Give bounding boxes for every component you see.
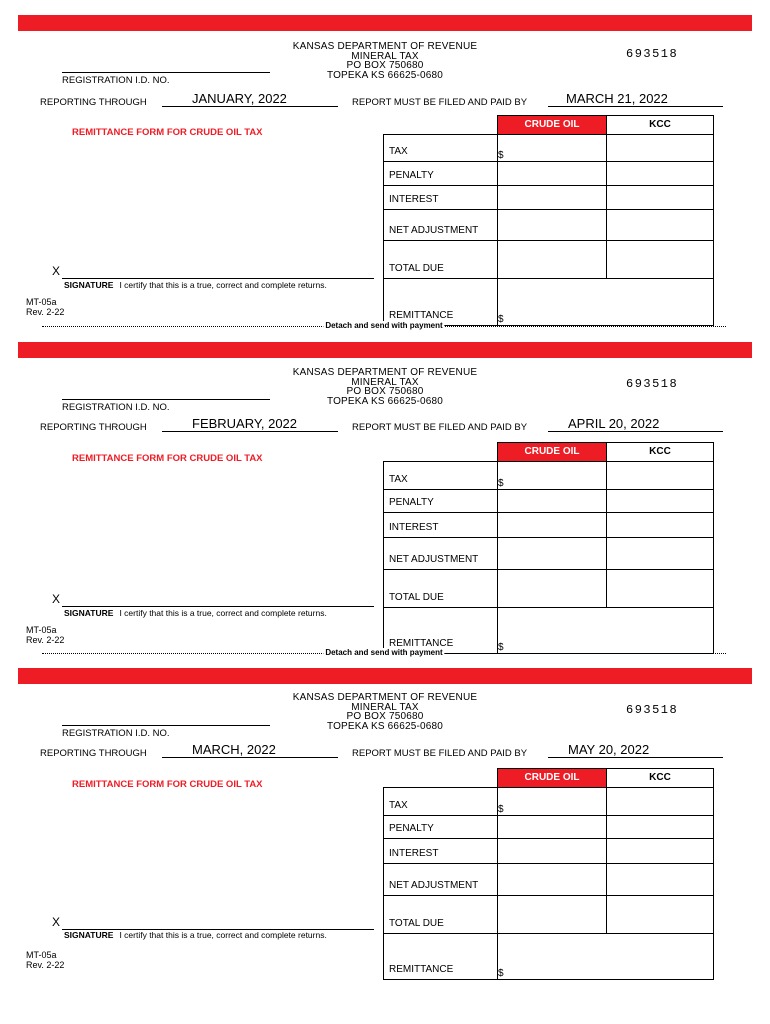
due-date-value: MARCH 21, 2022 [566,91,668,106]
header-red-bar [18,342,752,358]
form-number: 693518 [626,703,679,717]
form-title: REMITTANCE FORM FOR CRUDE OIL TAX [72,453,263,464]
table-row [384,933,714,979]
registration-id-label: REGISTRATION I.D. NO. [62,728,170,739]
registration-id-label: REGISTRATION I.D. NO. [62,75,170,86]
interest-row-label: INTEREST [384,512,498,537]
total-due-kcc-field[interactable] [607,569,714,607]
kcc-column-header: KCC [607,116,714,135]
reporting-through-label: REPORTING THROUGH [40,97,147,108]
registration-id-label: REGISTRATION I.D. NO. [62,402,170,413]
total-due-kcc-field[interactable] [607,895,714,933]
crude-oil-column-header: CRUDE OIL [498,769,607,788]
signature-certification: SIGNATURE I certify that this is a true, correct and complete returns. [64,930,327,940]
crude-oil-column-header: CRUDE OIL [498,116,607,135]
form-revision: MT-05a Rev. 2-22 [26,950,65,970]
tax-crude-oil-field[interactable]: $ [498,461,607,489]
interest-row-label: INTEREST [384,185,498,209]
remittance-row-label: REMITTANCE [384,607,498,653]
form-revision: MT-05a Rev. 2-22 [26,625,65,645]
tax-kcc-field[interactable] [607,134,714,161]
remittance-field[interactable]: $ [498,278,714,325]
header-red-bar [18,668,752,684]
penalty-row-label: PENALTY [384,489,498,512]
remittance-field[interactable]: $ [498,607,714,653]
table-row [384,278,714,325]
table-row [384,209,714,240]
remittance-field[interactable]: $ [498,933,714,979]
net-adjustment-kcc-field[interactable] [607,209,714,240]
table-row [384,461,714,489]
signature-x-mark: X [52,264,61,278]
interest-kcc-field[interactable] [607,838,714,863]
tax-row-label: TAX [384,134,498,161]
interest-crude-oil-field[interactable] [498,185,607,209]
net-adjustment-row-label: NET ADJUSTMENT [384,537,498,569]
due-date-label: REPORT MUST BE FILED AND PAID BY [352,422,528,433]
interest-kcc-field[interactable] [607,185,714,209]
due-date-value: APRIL 20, 2022 [568,416,660,431]
detach-line: Detach and send with payment [42,648,726,658]
signature-x-mark: X [52,592,61,606]
signature-x-mark: X [52,915,61,929]
penalty-kcc-field[interactable] [607,161,714,185]
net-adjustment-kcc-field[interactable] [607,863,714,895]
net-adjustment-row-label: NET ADJUSTMENT [384,863,498,895]
table-row [384,895,714,933]
kcc-column-header: KCC [607,769,714,788]
registration-id-field[interactable] [62,385,270,400]
form-title: REMITTANCE FORM FOR CRUDE OIL TAX [72,127,263,138]
signature-field[interactable] [62,262,374,279]
remittance-row-label: REMITTANCE [384,278,498,325]
reporting-through-value: JANUARY, 2022 [192,91,287,106]
crude-oil-column-header: CRUDE OIL [498,443,607,462]
net-adjustment-row-label: NET ADJUSTMENT [384,209,498,240]
table-row [384,569,714,607]
penalty-row-label: PENALTY [384,161,498,185]
total-due-crude-oil-field[interactable] [498,240,607,278]
agency-address: KANSAS DEPARTMENT OF REVENUE MINERAL TAX PO BOX 750680 TOPEKA KS 66625-0680 [292,367,478,407]
signature-field[interactable] [62,913,374,930]
reporting-through-label: REPORTING THROUGH [40,422,147,433]
tax-table [383,115,714,326]
total-due-kcc-field[interactable] [607,240,714,278]
interest-crude-oil-field[interactable] [498,512,607,537]
penalty-row-label: PENALTY [384,815,498,838]
remittance-row-label: REMITTANCE [384,933,498,979]
reporting-through-label: REPORTING THROUGH [40,748,147,759]
table-row [384,815,714,838]
table-row [384,838,714,863]
interest-crude-oil-field[interactable] [498,838,607,863]
reporting-through-value: FEBRUARY, 2022 [192,416,298,431]
table-row [384,787,714,815]
table-row [384,161,714,185]
table-row [384,134,714,161]
signature-certification: SIGNATURE I certify that this is a true, correct and complete returns. [64,608,327,618]
tax-crude-oil-field[interactable]: $ [498,134,607,161]
registration-id-field[interactable] [62,711,270,726]
total-due-row-label: TOTAL DUE [384,240,498,278]
registration-id-field[interactable] [62,58,270,73]
penalty-crude-oil-field[interactable] [498,161,607,185]
net-adjustment-crude-oil-field[interactable] [498,863,607,895]
form-revision: MT-05a Rev. 2-22 [26,297,65,317]
tax-kcc-field[interactable] [607,461,714,489]
tax-row-label: TAX [384,787,498,815]
total-due-row-label: TOTAL DUE [384,569,498,607]
form-number: 693518 [626,47,679,61]
table-row [384,863,714,895]
table-row [384,489,714,512]
net-adjustment-crude-oil-field[interactable] [498,209,607,240]
form-title: REMITTANCE FORM FOR CRUDE OIL TAX [72,779,263,790]
tax-crude-oil-field[interactable]: $ [498,787,607,815]
total-due-crude-oil-field[interactable] [498,569,607,607]
interest-kcc-field[interactable] [607,512,714,537]
due-date-label: REPORT MUST BE FILED AND PAID BY [352,97,528,108]
header-red-bar [18,15,752,31]
table-row [384,512,714,537]
agency-address: KANSAS DEPARTMENT OF REVENUE MINERAL TAX PO BOX 750680 TOPEKA KS 66625-0680 [292,692,478,732]
signature-certification: SIGNATURE I certify that this is a true, correct and complete returns. [64,280,327,290]
tax-kcc-field[interactable] [607,787,714,815]
penalty-crude-oil-field[interactable] [498,489,607,512]
penalty-kcc-field[interactable] [607,489,714,512]
total-due-crude-oil-field[interactable] [498,895,607,933]
net-adjustment-crude-oil-field[interactable] [498,537,607,569]
kcc-column-header: KCC [607,443,714,462]
table-row [384,240,714,278]
penalty-crude-oil-field[interactable] [498,815,607,838]
form-number: 693518 [626,377,679,391]
tax-row-label: TAX [384,461,498,489]
total-due-row-label: TOTAL DUE [384,895,498,933]
penalty-kcc-field[interactable] [607,815,714,838]
due-date-label: REPORT MUST BE FILED AND PAID BY [352,748,528,759]
net-adjustment-kcc-field[interactable] [607,537,714,569]
table-row [384,537,714,569]
agency-address: KANSAS DEPARTMENT OF REVENUE MINERAL TAX PO BOX 750680 TOPEKA KS 66625-0680 [292,41,478,81]
table-row [384,607,714,653]
reporting-through-value: MARCH, 2022 [192,742,276,757]
tax-table [383,768,714,980]
detach-line: Detach and send with payment [42,321,726,331]
table-row [384,185,714,209]
interest-row-label: INTEREST [384,838,498,863]
due-date-value: MAY 20, 2022 [568,742,650,757]
signature-field[interactable] [62,590,374,607]
tax-table [383,442,714,654]
